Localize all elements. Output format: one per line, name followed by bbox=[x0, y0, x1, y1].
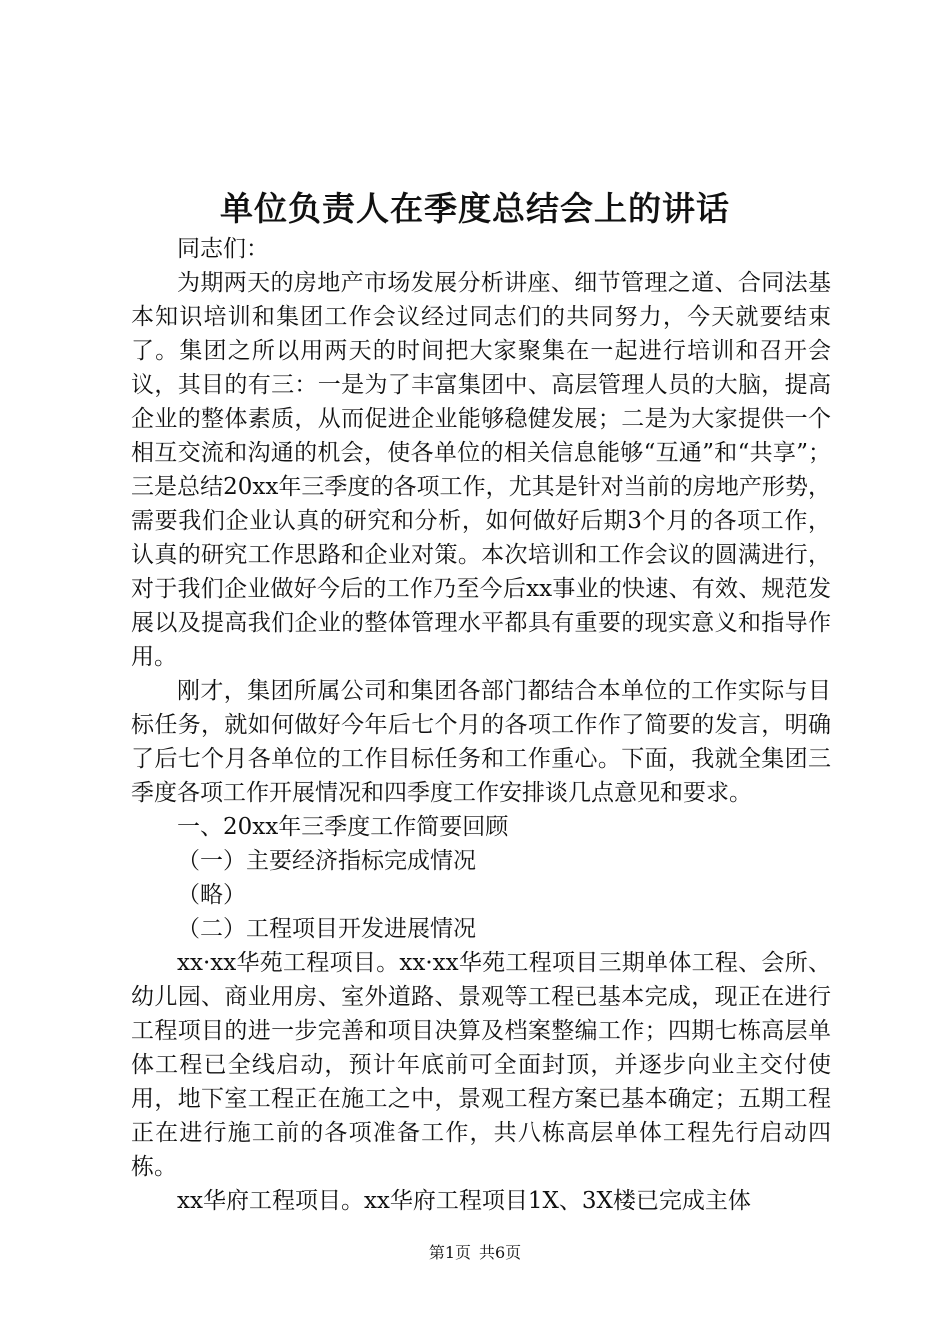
body-paragraph: 为期两天的房地产市场发展分析讲座、细节管理之道、合同法基本知识培训和集团工作会议经过同志们的共同努力，今天就要结束了。集团之所以用两天的时间把大家聚集在一起进行培训和召开会议，其目的有三：一是为了丰富集团中、高层管理人员的大脑，提高企业的整体素质，从而促进企业能够稳健发展；二是为大家提供一个相互交流和沟通的机会，使各单位的相关信息能够“互通”和“共享”；三是总结20xx年三季度的各项工作，尤其是针对当前的房地产形势，需要我们企业认真的研究和分析，如何做好后期3个月的各项工作，认真的研究工作思路和企业对策。本次培训和工作会议的圆满进行，对于我们企业做好今后的工作乃至今后xx事业的快速、有效、规范发展以及提高我们企业的整体管理水平都具有重要的现实意义和指导作用。 bbox=[131, 270, 831, 670]
body-paragraph: xx·xx华苑工程项目。xx·xx华苑工程项目三期单体工程、会所、幼儿园、商业用房、室外道路、景观等工程已基本完成，现正在进行工程项目的进一步完善和项目决算及档案整编工作；四期七栋高层单体工程已全线启动，预计年底前可全面封顶，并逐步向业主交付使用，地下室工程正在施工之中，景观工程方案已基本确定；五期工程正在进行施工前的各项准备工作，共八栋高层单体工程先行启动四栋。 bbox=[131, 950, 831, 1180]
body-paragraph: （略） bbox=[177, 882, 246, 908]
section-heading: 一、20xx年三季度工作简要回顾 bbox=[177, 814, 509, 840]
salutation: 同志们： bbox=[177, 236, 269, 262]
body-paragraph: 刚才，集团所属公司和集团各部门都结合本单位的工作实际与目标任务，就如何做好今年后七个月的各项工作作了简要的发言，明确了后七个月各单位的工作目标任务和工作重心。下面，我就全集团三季度各项工作开展情况和四季度工作安排谈几点意见和要求。 bbox=[131, 678, 831, 806]
subsection-heading: （一）主要经济指标完成情况 bbox=[177, 848, 476, 874]
page-number: 第1页 bbox=[428, 1243, 471, 1262]
page-total: 共6页 bbox=[479, 1243, 522, 1262]
body-paragraph: xx华府工程项目。xx华府工程项目1X、3X楼已完成主体 bbox=[177, 1188, 751, 1214]
document-title: 单位负责人在季度总结会上的讲话 bbox=[220, 189, 730, 228]
page-footer bbox=[0, 1241, 950, 1265]
document-body bbox=[131, 232, 831, 1218]
subsection-heading: （二）工程项目开发进展情况 bbox=[177, 916, 476, 942]
